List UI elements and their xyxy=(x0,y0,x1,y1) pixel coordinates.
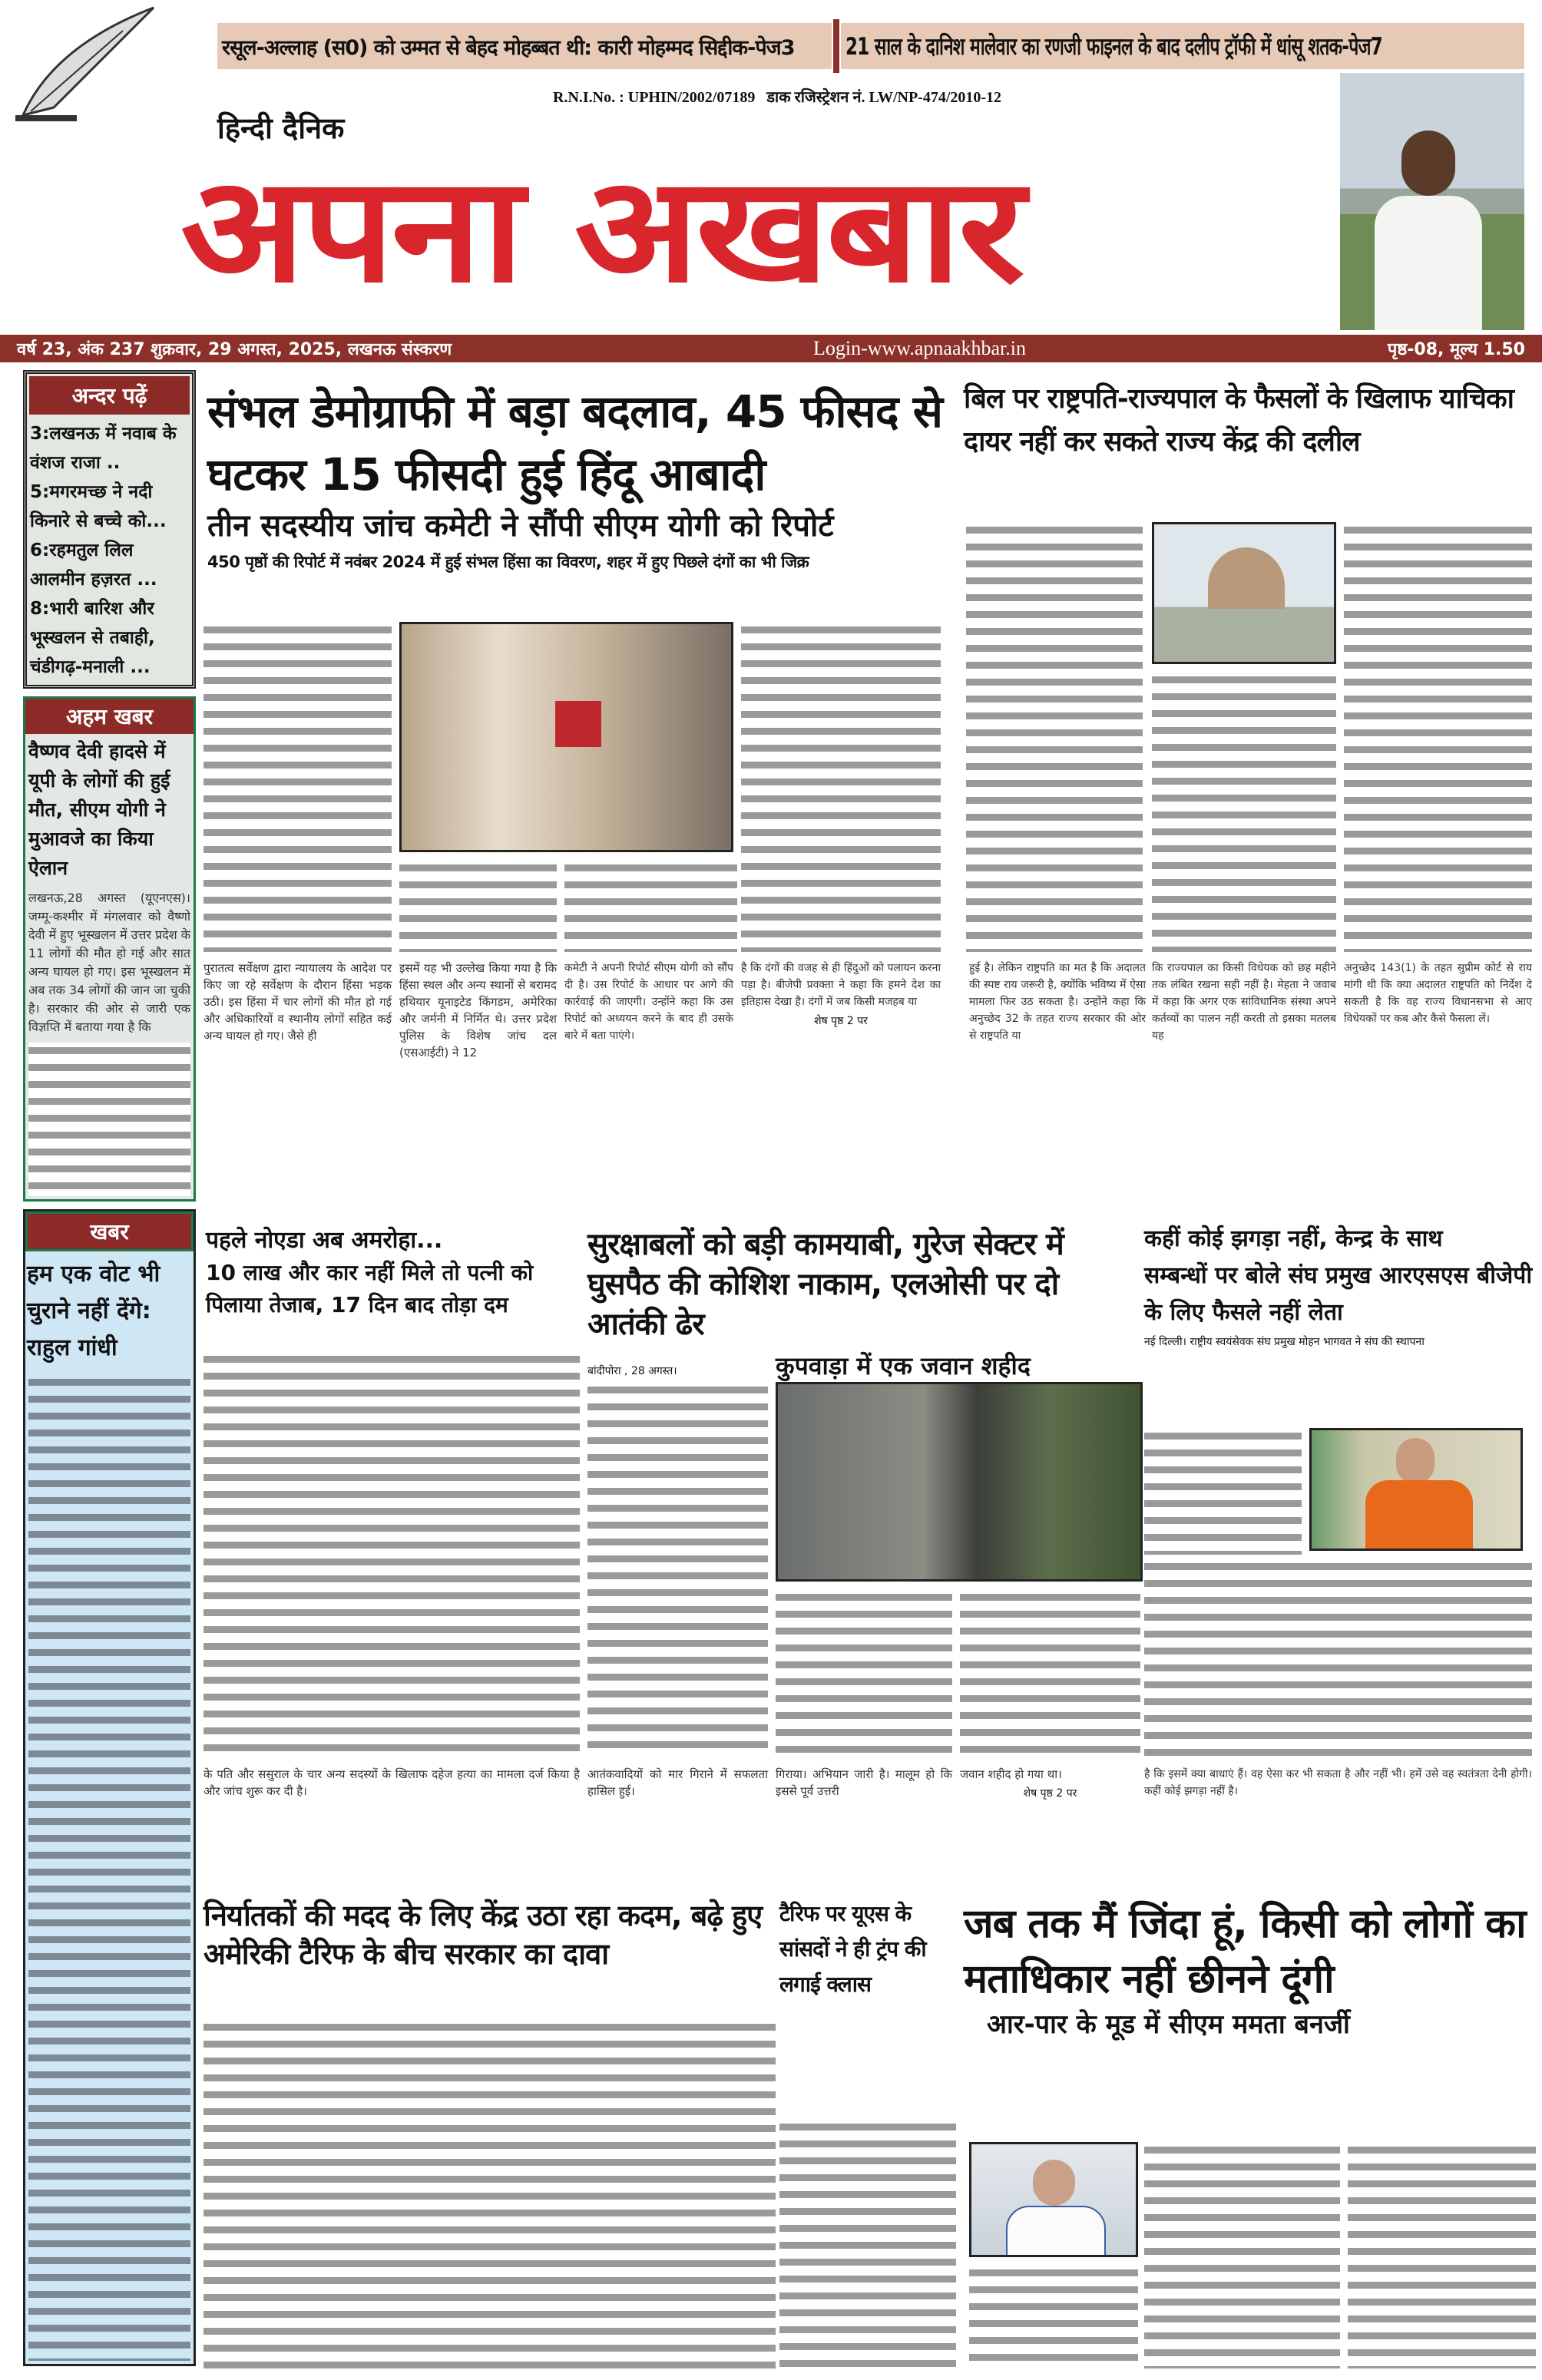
teaser-right-page: पेज7 xyxy=(1348,33,1383,61)
masthead[interactable]: अपना अखबार xyxy=(180,145,1022,315)
important-body-cont xyxy=(28,1043,190,1196)
quill-logo xyxy=(8,0,161,131)
mamata-photo xyxy=(969,2142,1138,2257)
mamata-col-1 xyxy=(1144,2142,1340,2368)
inside-item[interactable]: 3:लखनऊ में नवाब के वंशज राजा .. xyxy=(30,424,177,473)
security-col-3 xyxy=(960,1589,1140,1758)
news-title: खबर xyxy=(25,1211,194,1251)
mamata-col-2 xyxy=(1348,2142,1536,2368)
amroha-header xyxy=(206,1225,582,1321)
mamata-col-3 xyxy=(969,2265,1138,2368)
rni-number: R.N.I.No. : UPHIN/2002/07189 xyxy=(553,89,756,106)
mamata-headline[interactable]: जब तक मैं जिंदा हूं, किसी को लोगों का मताधिकार नहीं छीनने दूंगी xyxy=(964,1901,1526,2002)
lead-body-4: है कि दंगों की वजह से ही हिंदुओं को पलायन करना पड़ा है। बीजेपी प्रवक्ता ने कहा कि हमने देश का इतिहास देखा है। दंगों में जब किसी मजहब या xyxy=(741,962,941,1008)
lead-kicker: 450 पृष्ठों की रिपोर्ट में नवंबर 2024 में हुई संभल हिंसा का विवरण, शहर में हुए पिछले दंगों का भी जिक्र xyxy=(207,553,809,571)
rss-body xyxy=(1144,1559,1532,1758)
inside-item[interactable]: 6:रहमतुल लिल आलमीन हज़रत ... xyxy=(30,540,157,590)
security-dateline: बांदीपोरा , 28 अगस्त। xyxy=(587,1365,677,1377)
security-continued[interactable]: शेष पृष्ठ 2 पर xyxy=(1023,1787,1077,1800)
inside-box xyxy=(23,370,196,689)
website-link[interactable]: Login-www.apnaakhbar.in xyxy=(812,337,1026,359)
news-headline[interactable]: हम एक वोट भी चुराने नहीं देंगे: राहुल गांधी xyxy=(27,1261,160,1361)
rss-ending: है कि इसमें क्या बाधाएं हैं। वह ऐसा कर भी सकता है और नहीं भी। हमें उसे वह स्वतंत्रता देनी होगी। कहीं कोई झगड़ा नहीं है। xyxy=(1144,1768,1532,1797)
tariff-headline[interactable]: टैरिफ पर यूएस के सांसदों ने ही ट्रंप की लगाई क्लास xyxy=(779,1901,926,1997)
inside-title: अन्दर पढ़ें xyxy=(29,376,190,415)
exporters-headline[interactable]: निर्यातकों की मदद के लिए केंद्र उठा रहा कदम, बढ़े हुए अमेरिकी टैरिफ के बीच सरकार का दावा xyxy=(204,1899,763,1971)
teaser-divider xyxy=(833,19,839,73)
security-ending-3: जवान शहीद हो गया था। xyxy=(960,1767,1062,1781)
news-body xyxy=(28,1374,190,2361)
cricketer-photo xyxy=(1340,73,1524,330)
teaser-right-text: 21 साल के दानिश मालेवार का रणजी फाइनल के बाद दलीप ट्रॉफी में धांसू शतक- xyxy=(845,33,1349,61)
right-col-2 xyxy=(1152,672,1336,952)
news-box xyxy=(23,1209,196,2366)
lead-col-4 xyxy=(741,622,941,952)
lead-body-1: पुरातत्व सर्वेक्षण द्वारा न्यायालय के आदेश पर किए जा रहे सर्वेक्षण के दौरान हिंसा भड़क उठी। इस हिंसा में चार लोगों की मौत हो गई और अधिकारियों व स्थानीय लोगों सहित कई अन्य घायल हो गए। जैसे ही xyxy=(204,961,392,1043)
amroha-ending: के पति और ससुराल के चार अन्य सदस्यों के खिलाफ दहेज हत्या का मामला दर्ज किया है और जांच शुरू कर दी है। xyxy=(204,1767,580,1798)
important-title: अहम खबर xyxy=(25,699,194,734)
lead-header xyxy=(207,380,960,574)
rss-lede: नई दिल्ली। राष्ट्रीय स्वयंसेवक संघ प्रमुख मोहन भागवत ने संघ की स्थापना xyxy=(1144,1336,1425,1348)
exporters-body xyxy=(204,2019,776,2368)
left-sidebar xyxy=(23,370,196,2366)
security-col-3-end xyxy=(960,1766,1140,1800)
security-header xyxy=(587,1225,1140,1382)
right-col-1 xyxy=(966,522,1143,952)
supreme-court-photo xyxy=(1152,522,1336,664)
edition-info: वर्ष 23, अंक 237 शुक्रवार, 29 अगस्त, 2025, लखनऊ संस्करण xyxy=(17,340,452,359)
lead-body-3: कमेटी ने अपनी रिपोर्ट सीएम योगी को सौंप दी है। उस रिपोर्ट के आधार पर आगे की कार्रवाई की जाएगी। उन्होंने कहा कि उस रिपोर्ट को अध्ययन करने के बाद ही उसके बारे में बता पाएंगे। xyxy=(564,962,733,1042)
right-body-3: अनुच्छेद 143(1) के तहत सुप्रीम कोर्ट से राय मांगी थी कि क्या अदालत राष्ट्रपति को निर्देश दे सकती है कि वह राज्य विधानसभा से आए विधेयकों पर कब और कैसे फैसला लें। xyxy=(1344,962,1532,1025)
right-body-2: कि राज्यपाल का किसी विधेयक को छह महीने तक लंबित रखना सही नहीं है। मेहता ने जवाब में कहा कि अगर एक सांविधानिक संस्था अपने कर्तव्यों का पालन नहीं करती तो इसका मतलब यह xyxy=(1152,962,1336,1042)
mamata-header xyxy=(964,1896,1536,2042)
teaser-left-text: रसूल-अल्लाह (स0) को उम्मत से बेहद मोहब्बत थी: कारी मोहम्मद सिद्दीक- xyxy=(222,35,756,60)
rss-headline-1[interactable]: कहीं कोई झगड़ा नहीं, केन्द्र के साथ xyxy=(1144,1225,1443,1252)
lead-col-1 xyxy=(204,622,392,952)
rss-col-1 xyxy=(1144,1428,1302,1555)
teaser-left-page: पेज3 xyxy=(755,35,795,60)
security-ending-1: आतंकवादियों को मार गिराने में सफलता हासिल हुई। xyxy=(587,1767,768,1798)
lead-subhead: तीन सदस्यीय जांच कमेटी ने सौंपी सीएम योगी को रिपोर्ट xyxy=(207,508,834,544)
security-ending-2: गिराया। अभियान जारी है। मालूम हो कि इससे पूर्व उत्तरी xyxy=(776,1767,952,1798)
soldiers-photo xyxy=(776,1382,1143,1582)
postal-registration: डाक रजिस्ट्रेशन नं. LW/NP-474/2010-12 xyxy=(766,89,1002,106)
lead-col-2 xyxy=(399,860,557,952)
right-headline[interactable]: बिल पर राष्ट्रपति-राज्यपाल के फैसलों के खिलाफ याचिका दायर नहीं कर सकते राज्य केंद्र की दलील xyxy=(964,383,1514,458)
lead-col-4-end xyxy=(741,960,941,1028)
dateline-bar xyxy=(0,335,1542,362)
lead-continued[interactable]: शेष पृष्ठ 2 पर xyxy=(814,1015,868,1027)
lead-photo-cm-report xyxy=(399,622,733,852)
important-headline[interactable]: वैष्णव देवी हादसे में यूपी के लोगों की हुई मौत, सीएम योगी ने मुआवजे का किया ऐलान xyxy=(28,740,170,879)
rss-header xyxy=(1144,1221,1536,1350)
amroha-headline-2[interactable]: 10 लाख और कार नहीं मिले तो पत्नी को पिलाया तेजाब, 17 दिन बाद तोड़ा दम xyxy=(206,1260,534,1317)
inside-item[interactable]: 5:मगरमच्छ ने नदी किनारे से बच्चे को... xyxy=(30,482,167,531)
pages-price: पृष्ठ-08, मूल्य 1.50 xyxy=(1387,340,1525,359)
registration-line xyxy=(553,86,1001,107)
tagline: हिन्दी दैनिक xyxy=(217,111,345,145)
amroha-headline-1[interactable]: पहले नोएडा अब अमरोहा... xyxy=(206,1227,443,1254)
mamata-subhead: आर-पार के मूड में सीएम ममता बनर्जी xyxy=(987,2009,1350,2040)
rss-headline-2[interactable]: सम्बन्धों पर बोले संघ प्रमुख आरएसएस बीजेपी के लिए फैसले नहीं लेता xyxy=(1144,1262,1533,1326)
lead-body-2: इसमें यह भी उल्लेख किया गया है कि हिंसा स्थल और अन्य स्थानों से बरामद हथियार यूनाइटेड किंगडम, अमेरिका और जर्मनी में निर्मित थे। उत्तर प्रदेश पुलिस के विशेष जांच दल (एसआईटी) ने 12 xyxy=(399,961,557,1059)
security-col-1 xyxy=(587,1382,768,1758)
lead-headline[interactable]: संभल डेमोग्राफी में बड़ा बदलाव, 45 फीसद से घटकर 15 फीसदी हुई हिंदू आबादी xyxy=(207,385,942,501)
important-news-box xyxy=(23,696,196,1202)
security-headline[interactable]: सुरक्षाबलों को बड़ी कामयाबी, गुरेज सेक्टर में घुसपैठ की कोशिश नाकाम, एलओसी पर दो आतंकी ढेर xyxy=(587,1227,1064,1342)
teaser-right[interactable] xyxy=(841,23,1524,69)
lead-col-3 xyxy=(564,860,737,952)
tariff-body xyxy=(779,2119,956,2368)
inside-item[interactable]: 8:भारी बारिश और भूस्खलन से तबाही, चंडीगढ़-मनाली ... xyxy=(30,599,155,677)
right-body-1: हुई है। लेकिन राष्ट्रपति का मत है कि अदालत की स्पष्ट राय जरूरी है, क्योंकि भविष्य में ऐसा मामला फिर उठ सकता है। उन्होंने कहा कि अनुच्छेद 32 के तहत राज्य सरकार की ओर से राष्ट्रपति या xyxy=(969,962,1146,1042)
security-meta xyxy=(587,1349,1140,1382)
mohan-bhagwat-photo xyxy=(1309,1428,1523,1551)
important-body: लखनऊ,28 अगस्त (यूएनएस)। जम्मू-कश्मीर में मंगलवार को वैष्णो देवी में हुए भूस्खलन में उत्तर प्रदेश के 11 लोगों की मौत हो गई और सात अन्य घायल हो गए। इस भूस्खलन में अब तक 34 लोगों की जान जा चुकी है। सरकार की ओर से जारी एक विज्ञप्ति में बताया गया है कि xyxy=(28,891,190,1034)
teaser-left[interactable] xyxy=(217,23,832,69)
security-col-2 xyxy=(776,1589,952,1758)
security-subhead: कुपवाड़ा में एक जवान शहीद xyxy=(776,1351,1031,1380)
right-col-3 xyxy=(1344,522,1532,952)
amroha-body xyxy=(204,1351,580,1758)
